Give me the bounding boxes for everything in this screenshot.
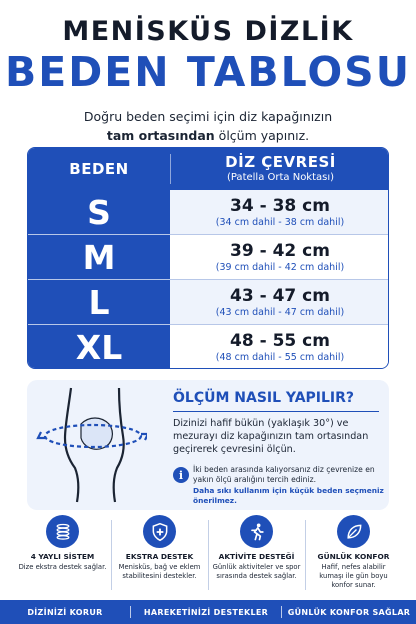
running-person-icon: [240, 515, 273, 548]
table-row: [28, 325, 389, 369]
leaf-icon: [337, 515, 370, 548]
feature-item: [305, 514, 402, 598]
knee-measure-illustration: [35, 386, 147, 504]
feature-description: Hafif, nefes alabilir kumaşı ile gün boyu konfor sunar.: [319, 563, 388, 589]
size-warning-text: Daha sıkı kullanım için küçük beden seçmeniz önerilmez.: [193, 486, 384, 505]
footer-bar: [0, 600, 416, 624]
size-label: XL: [28, 325, 170, 369]
table-header: [28, 148, 389, 190]
size-range-note: (39 cm dahil - 42 cm dahil): [215, 262, 345, 273]
column-header-size: BEDEN: [69, 160, 129, 178]
footer-item: HAREKETİNİZİ DESTEKLER: [143, 607, 269, 617]
footer-item: DİZİNİZİ KORUR: [27, 607, 103, 617]
intro-line-1: Doğru beden seçimi için diz kapağınızın: [83, 109, 333, 124]
feature-list: [14, 514, 402, 598]
intro-bold: tam ortasından: [106, 128, 215, 143]
feature-title: AKTİVİTE DESTEĞİ: [218, 552, 295, 561]
size-tip-text: İki beden arasında kalıyorsanız diz çevrenize en yakın ölçü aralığını tercih ediniz.: [193, 465, 375, 484]
intro-rest: ölçüm yapınız.: [214, 128, 310, 143]
size-range-cell: [170, 190, 389, 235]
feature-description: Dize ekstra destek sağlar.: [18, 563, 107, 571]
shield-plus-icon: [143, 515, 176, 548]
size-label: S: [28, 190, 170, 235]
size-range-cell: [170, 280, 389, 325]
size-label: M: [28, 235, 170, 280]
size-range-cell: [170, 235, 389, 280]
size-range-cell: [170, 325, 389, 369]
coil-spring-icon: [46, 515, 79, 548]
intro-text: [0, 107, 416, 145]
feature-item: [208, 514, 305, 598]
size-range-note: (34 cm dahil - 38 cm dahil): [215, 217, 345, 228]
size-range-note: (48 cm dahil - 55 cm dahil): [215, 352, 345, 363]
size-range-note: (43 cm dahil - 47 cm dahil): [215, 307, 345, 318]
measurement-panel: [27, 380, 389, 510]
product-title: MENİSKÜS DİZLİK: [62, 16, 354, 47]
size-table: [27, 147, 389, 369]
feature-item: [14, 514, 111, 598]
title-underline: [173, 411, 379, 412]
column-header-knee-sub: (Patella Orta Noktası): [226, 172, 335, 183]
table-row: [28, 190, 389, 235]
size-label: L: [28, 280, 170, 325]
feature-title: GÜNLÜK KONFOR: [317, 552, 390, 561]
table-row: [28, 235, 389, 280]
chart-title: BEDEN TABLOSU: [5, 48, 411, 96]
measurement-title: ÖLÇÜM NASIL YAPILIR?: [173, 390, 355, 406]
measurement-instructions: Dizinizi hafif bükün (yaklaşık 30°) ve mezurayı diz kapağınızın tam ortasından geçirerek çevresini ölçün.: [173, 418, 369, 455]
feature-description: Menisküs, bağ ve eklem stabilitesini destekler.: [118, 563, 201, 580]
column-header-knee: [171, 153, 389, 183]
feature-item: [111, 514, 208, 598]
size-range: 48 - 55 cm: [230, 331, 330, 351]
feature-title: 4 YAYLI SİSTEM: [30, 552, 95, 561]
footer-item: GÜNLÜK KONFOR SAĞLAR: [287, 607, 411, 617]
table-row: [28, 280, 389, 325]
info-icon: i: [173, 467, 189, 483]
column-header-knee-title: DİZ ÇEVRESİ: [225, 153, 336, 171]
feature-description: Günlük aktiviteler ve spor sırasında destek sağlar.: [212, 563, 301, 580]
size-range: 39 - 42 cm: [230, 241, 330, 261]
size-range: 34 - 38 cm: [230, 196, 330, 216]
feature-title: EKSTRA DESTEK: [125, 552, 194, 561]
size-range: 43 - 47 cm: [230, 286, 330, 306]
